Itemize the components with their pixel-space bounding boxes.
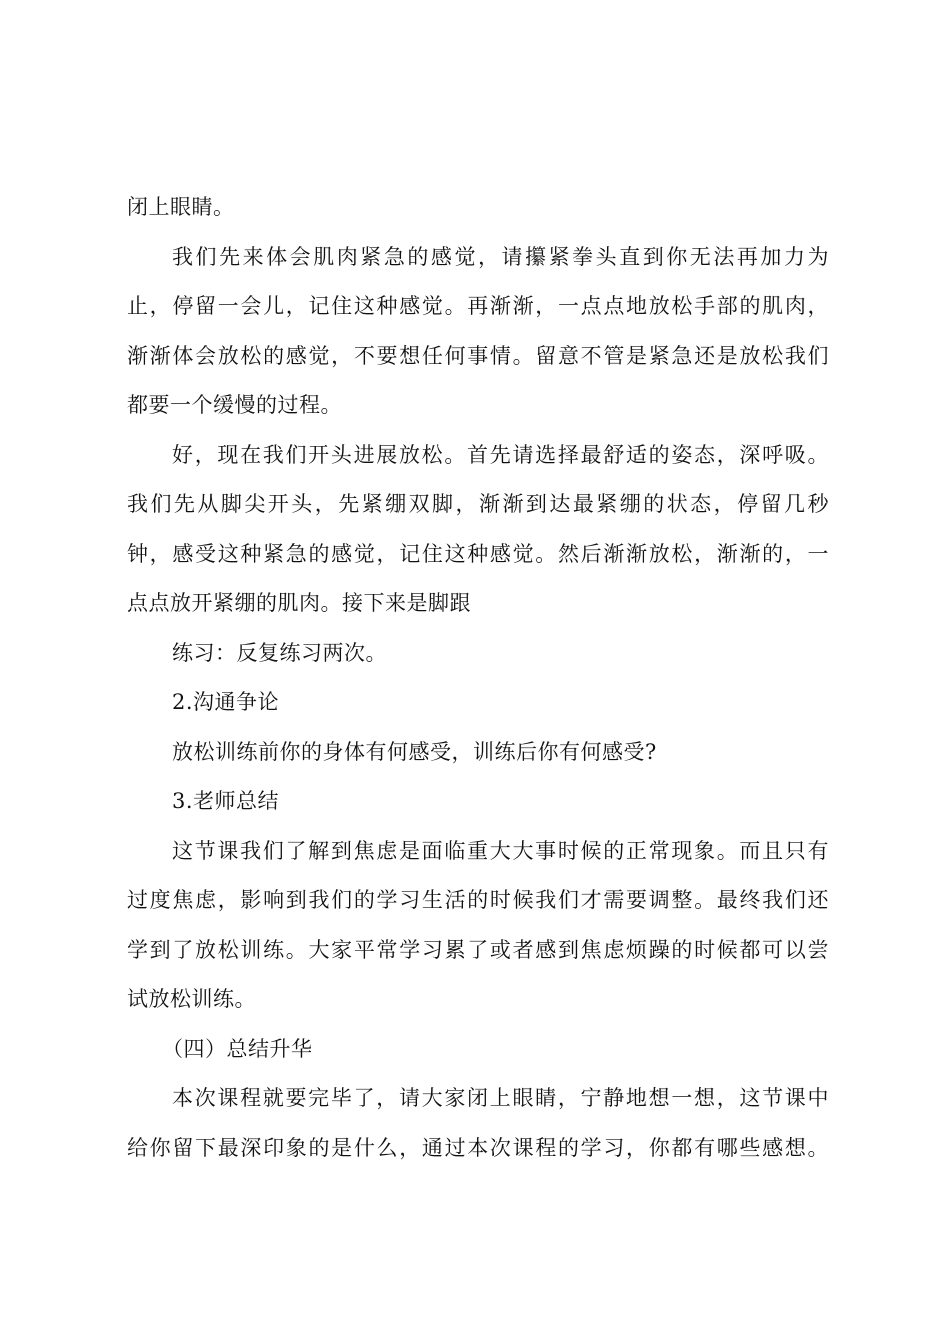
section-heading: 3.老师总结 [172, 789, 280, 813]
paragraph-line: 给你留下最深印象的是什么，通过本次课程的学习，你都有哪些感想。 [127, 1136, 829, 1160]
paragraph-line: 我们先来体会肌肉紧急的感觉，请攥紧拳头直到你无法再加力为 [172, 245, 829, 269]
paragraph-line: 过度焦虑，影响到我们的学习生活的时候我们才需要调整。最终我们还 [127, 888, 829, 912]
paragraph-line: 好，现在我们开头进展放松。首先请选择最舒适的姿态，深呼吸。 [172, 443, 829, 467]
paragraph-line: 我们先从脚尖开头，先紧绷双脚，渐渐到达最紧绷的状态，停留几秒 [127, 492, 829, 516]
paragraph-line: 渐渐体会放松的感觉，不要想任何事情。留意不管是紧急还是放松我们 [127, 344, 829, 368]
paragraph-line: 练习：反复练习两次。 [172, 641, 387, 665]
paragraph-line: 止，停留一会儿，记住这种感觉。再渐渐，一点点地放松手部的肌肉， [127, 294, 829, 318]
paragraph-line: 钟，感受这种紧急的感觉，记住这种感觉。然后渐渐放松，渐渐的，一 [127, 542, 829, 566]
paragraph-line: 都要一个缓慢的过程。 [127, 393, 342, 417]
paragraph-line: 这节课我们了解到焦虑是面临重大大事时候的正常现象。而且只有 [172, 839, 829, 863]
paragraph-line: 本次课程就要完毕了，请大家闭上眼睛，宁静地想一想，这节课中 [172, 1086, 829, 1110]
section-heading: 2.沟通争论 [172, 690, 280, 714]
paragraph-line: 试放松训练。 [127, 987, 256, 1011]
paragraph-line: 放松训练前你的身体有何感受，训练后你有何感受? [172, 740, 657, 764]
paragraph-line: 学到了放松训练。大家平常学习累了或者感到焦虑烦躁的时候都可以尝 [127, 938, 829, 962]
section-heading: （四）总结升华 [162, 1037, 313, 1061]
paragraph-line: 点点放开紧绷的肌肉。接下来是脚跟 [127, 591, 471, 615]
paragraph-line: 闭上眼睛。 [127, 195, 235, 219]
